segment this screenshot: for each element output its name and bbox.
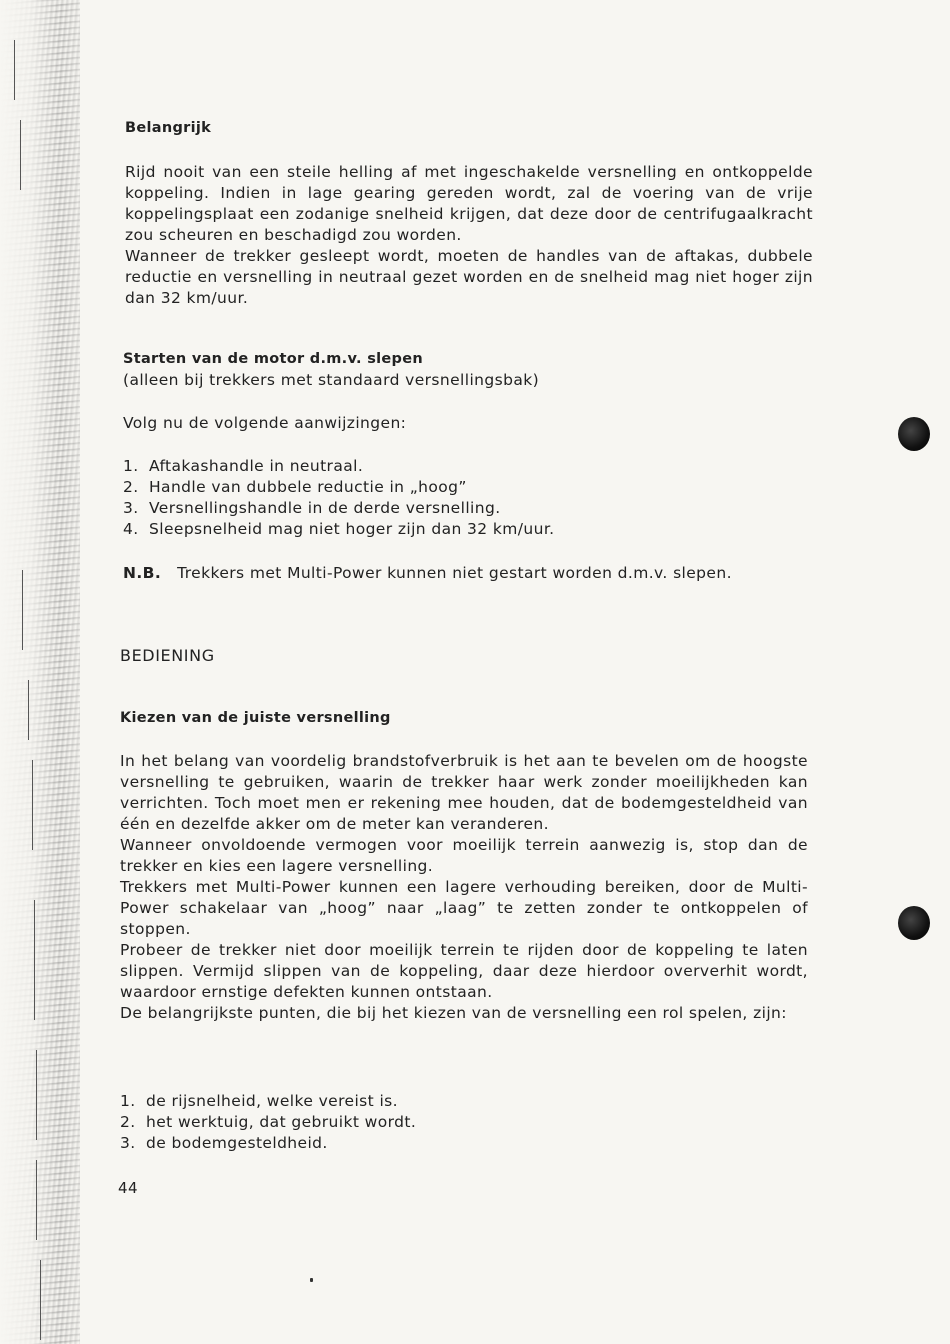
section3-body (120, 751, 808, 1024)
binding-line (14, 40, 15, 100)
factor-list (120, 1091, 620, 1154)
list-number: 2. (123, 478, 139, 496)
list-text: het werktuig, dat gebruikt wordt. (146, 1113, 417, 1131)
punch-hole (898, 417, 930, 451)
list-item (120, 1133, 620, 1154)
binding-line (22, 570, 23, 650)
section1-body (125, 162, 813, 309)
paragraph: In het belang van voordelig brandstofverbruik is het aan te bevelen om de hoogste versnelling te gebruiken, waarin de trekker haar werk zonder moeilijkheden kan verrichten. Toch moet men er rekening mee houden, dat de bodemgesteldheid van één en dezelfde akker om de meter kan veranderen. (120, 752, 808, 833)
binding-line (36, 1160, 37, 1240)
binding-line (40, 1260, 41, 1340)
page-number: 44 (118, 1179, 138, 1197)
list-text: Sleepsnelheid mag niet hoger zijn dan 32 km/uur. (149, 520, 555, 538)
list-text: Aftakashandle in neutraal. (149, 457, 364, 475)
list-text: de bodemgesteldheid. (146, 1134, 328, 1152)
list-text: de rijsnelheid, welke vereist is. (146, 1092, 398, 1110)
list-item (123, 519, 683, 540)
list-item (123, 456, 683, 477)
list-item (123, 498, 683, 519)
list-number: 3. (123, 499, 139, 517)
list-number: 2. (120, 1113, 136, 1131)
paragraph: Trekkers met Multi-Power kunnen een lagere verhouding bereiken, door de Multi-Power schakelaar van „hoog” naar „laag” te zetten zonder te ontkoppelen of stoppen. (120, 878, 808, 938)
binding-line (20, 120, 21, 190)
binding-line (36, 1050, 37, 1140)
instructions-intro: Volg nu de volgende aanwijzingen: (123, 414, 407, 432)
binding-line (32, 760, 33, 850)
binding-line (34, 900, 35, 1020)
list-item (120, 1112, 620, 1133)
list-text: Handle van dubbele reductie in „hoog” (149, 478, 467, 496)
list-number: 1. (123, 457, 139, 475)
paragraph: Wanneer de trekker gesleept wordt, moeten de handles van de aftakas, dubbele reductie en versnelling in neutraal gezet worden en de snelheid mag niet hoger zijn dan 32 km/uur. (125, 247, 813, 307)
list-number: 1. (120, 1092, 136, 1110)
scan-speck (310, 1278, 313, 1282)
list-number: 4. (123, 520, 139, 538)
paragraph: Probeer de trekker niet door moeilijk terrein te rijden door de koppeling te laten slippen. Vermijd slippen van de koppeling, daar deze hierdoor oververhit wordt, waardoor ernstige defekten kunnen ontstaan. (120, 941, 808, 1001)
section-subheading: (alleen bij trekkers met standaard versnellingsbak) (123, 371, 540, 389)
list-number: 3. (120, 1134, 136, 1152)
list-item (123, 477, 683, 498)
section-heading-bediening: BEDIENING (120, 646, 215, 665)
paragraph: Rijd nooit van een steile helling af met ingeschakelde versnelling en ontkoppelde koppeling. Indien in lage gearing gereden wordt, zal de voering van de vrije koppelingsplaat een zodanige snelheid krijgen, dat deze door de centrifugaalkracht zou scheuren en beschadigd zou worden. (125, 163, 813, 244)
binding-line (28, 680, 29, 740)
paragraph: De belangrijkste punten, die bij het kiezen van de versnelling een rol spelen, zijn: (120, 1004, 787, 1022)
section-heading-belangrijk: Belangrijk (125, 120, 212, 136)
section-subheading-kiezen: Kiezen van de juiste versnelling (120, 710, 391, 726)
nb-label: N.B. (123, 564, 162, 582)
instruction-list (123, 456, 683, 540)
list-item (120, 1091, 620, 1112)
nb-text: Trekkers met Multi-Power kunnen niet gestart worden d.m.v. slepen. (177, 564, 732, 582)
list-text: Versnellingshandle in de derde versnelling. (149, 499, 501, 517)
punch-hole (898, 906, 930, 940)
paragraph: Wanneer onvoldoende vermogen voor moeilijk terrein aanwezig is, stop dan de trekker en kies een lagere versnelling. (120, 836, 808, 875)
binding-edge (0, 0, 80, 1344)
section-heading-starten: Starten van de motor d.m.v. slepen (123, 351, 423, 367)
nb-note (123, 563, 732, 584)
